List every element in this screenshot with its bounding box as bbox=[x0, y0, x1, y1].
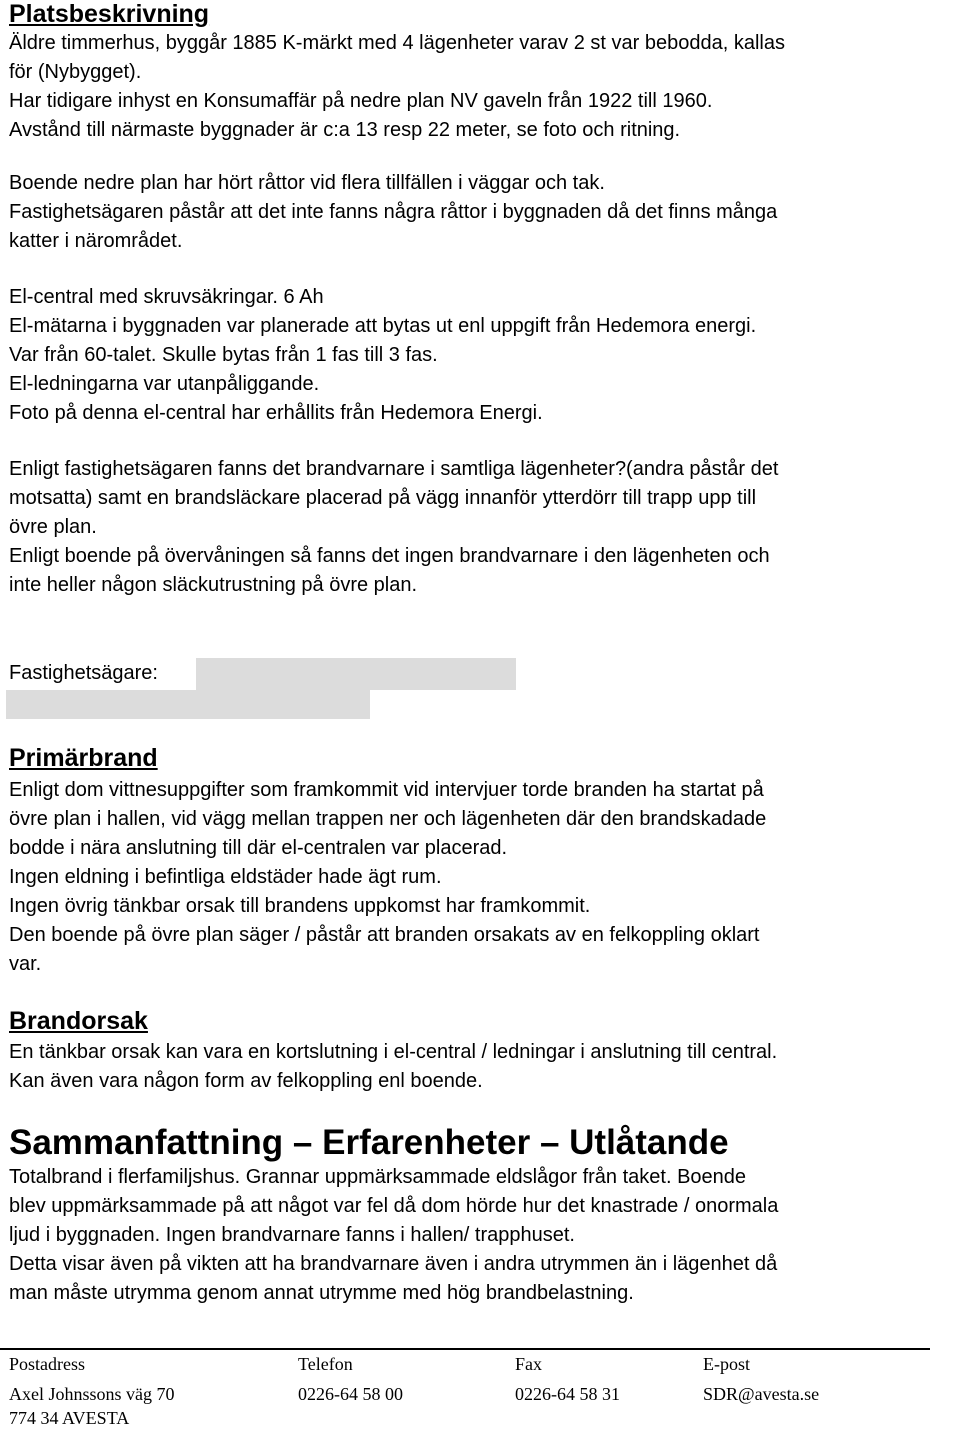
text-line: Boende nedre plan har hört råttor vid flera tillfällen i väggar och tak. bbox=[9, 172, 605, 194]
text-line: Detta visar även på vikten att ha brandvarnare även i andra utrymmen än i lägenhet då bbox=[9, 1253, 778, 1275]
text-line: var. bbox=[9, 953, 42, 975]
text-line: bodde i nära anslutning till där el-centralen var placerad. bbox=[9, 837, 508, 859]
text-line: Ingen eldning i befintliga eldstäder hade ägt rum. bbox=[9, 866, 442, 888]
section-sammanfattning bbox=[9, 1123, 778, 1308]
text-line: Var från 60-talet. Skulle bytas från 1 fas till 3 fas. bbox=[9, 344, 438, 366]
footer-header-epost: E-post bbox=[703, 1354, 750, 1374]
text-line: övre plan. bbox=[9, 516, 97, 538]
footer-header-postadress: Postadress bbox=[9, 1354, 85, 1374]
heading-brandorsak: Brandorsak bbox=[9, 1007, 148, 1035]
section-platsbeskrivning bbox=[9, 0, 785, 145]
footer bbox=[9, 1353, 939, 1431]
redaction-box bbox=[6, 690, 370, 719]
text-line: Ingen övrig tänkbar orsak till brandens uppkomst har framkommit. bbox=[9, 895, 591, 917]
text-line: Den boende på övre plan säger / påstår att branden orsakats av en felkoppling oklart bbox=[9, 924, 760, 946]
text-line: El-central med skruvsäkringar. 6 Ah bbox=[9, 286, 324, 308]
text-line: Enligt dom vittnesuppgifter som framkommit vid intervjuer torde branden ha startat på bbox=[9, 779, 764, 801]
text-line: motsatta) samt en brandsläckare placerad på vägg innanför ytterdörr till trapp upp till bbox=[9, 487, 757, 509]
text-line: El-ledningarna var utanpåliggande. bbox=[9, 373, 320, 395]
footer-header-fax: Fax bbox=[515, 1354, 542, 1374]
text-line: övre plan i hallen, vid vägg mellan trappen ner och lägenheten där den brandskadade bbox=[9, 808, 767, 830]
section-brandorsak bbox=[9, 1007, 777, 1096]
text-line: Totalbrand i flerfamiljshus. Grannar uppmärksammade eldslågor från taket. Boende bbox=[9, 1166, 747, 1188]
text-line: El-mätarna i byggnaden var planerade att bytas ut enl uppgift från Hedemora energi. bbox=[9, 315, 757, 337]
text-line: för (Nybygget). bbox=[9, 61, 142, 83]
owner-label: Fastighetsägare: bbox=[9, 662, 158, 684]
footer-phone: 0226-64 58 00 bbox=[298, 1384, 403, 1404]
footer-row bbox=[9, 1407, 939, 1431]
text-line: Enligt boende på övervåningen så fanns det ingen brandvarnare i den lägenheten och bbox=[9, 545, 770, 567]
footer-header-telefon: Telefon bbox=[298, 1354, 353, 1374]
text-line: Enligt fastighetsägaren fanns det brandvarnare i samtliga lägenheter?(andra påstår det bbox=[9, 458, 779, 480]
section-primarbrand bbox=[9, 744, 766, 979]
text-line: En tänkbar orsak kan vara en kortslutning i el-central / ledningar i anslutning till central. bbox=[9, 1041, 778, 1063]
footer-fax: 0226-64 58 31 bbox=[515, 1384, 620, 1404]
paragraph-electrical bbox=[9, 283, 756, 428]
text-line: Kan även vara någon form av felkoppling enl boende. bbox=[9, 1070, 483, 1092]
redaction-box bbox=[196, 658, 516, 690]
text-line: Foto på denna el-central har erhållits från Hedemora Energi. bbox=[9, 402, 543, 424]
heading-sammanfattning: Sammanfattning – Erfarenheter – Utlåtande bbox=[9, 1123, 729, 1162]
footer-divider bbox=[0, 1348, 930, 1350]
footer-address: Axel Johnssons väg 70 bbox=[9, 1384, 175, 1404]
heading-platsbeskrivning: Platsbeskrivning bbox=[9, 0, 210, 28]
text-line: katter i närområdet. bbox=[9, 230, 183, 252]
heading-primarbrand: Primärbrand bbox=[9, 744, 158, 772]
footer-row bbox=[9, 1383, 939, 1407]
text-line: Avstånd till närmaste byggnader är c:a 13 resp 22 meter, se foto och ritning. bbox=[9, 119, 681, 141]
text-line: Fastighetsägaren påstår att det inte fanns några råttor i byggnaden då det finns många bbox=[9, 201, 778, 223]
paragraph-rats bbox=[9, 169, 777, 256]
footer-postcode-city: 774 34 AVESTA bbox=[9, 1408, 130, 1428]
text-line: man måste utrymma genom annat utrymme med hög brandbelastning. bbox=[9, 1282, 634, 1304]
paragraph-smoke-alarms bbox=[9, 455, 778, 600]
text-line: inte heller någon släckutrustning på övre plan. bbox=[9, 574, 418, 596]
footer-header-row bbox=[9, 1353, 939, 1377]
text-line: ljud i byggnaden. Ingen brandvarnare fanns i hallen/ trapphuset. bbox=[9, 1224, 575, 1246]
text-line: blev uppmärksammade på att något var fel då dom hörde hur det knastrade / onormala bbox=[9, 1195, 779, 1217]
text-line: Äldre timmerhus, byggår 1885 K-märkt med 4 lägenheter varav 2 st var bebodda, kallas bbox=[9, 32, 785, 54]
text-line: Har tidigare inhyst en Konsumaffär på nedre plan NV gaveln från 1922 till 1960. bbox=[9, 90, 713, 112]
footer-email[interactable]: SDR@avesta.se bbox=[703, 1384, 820, 1404]
